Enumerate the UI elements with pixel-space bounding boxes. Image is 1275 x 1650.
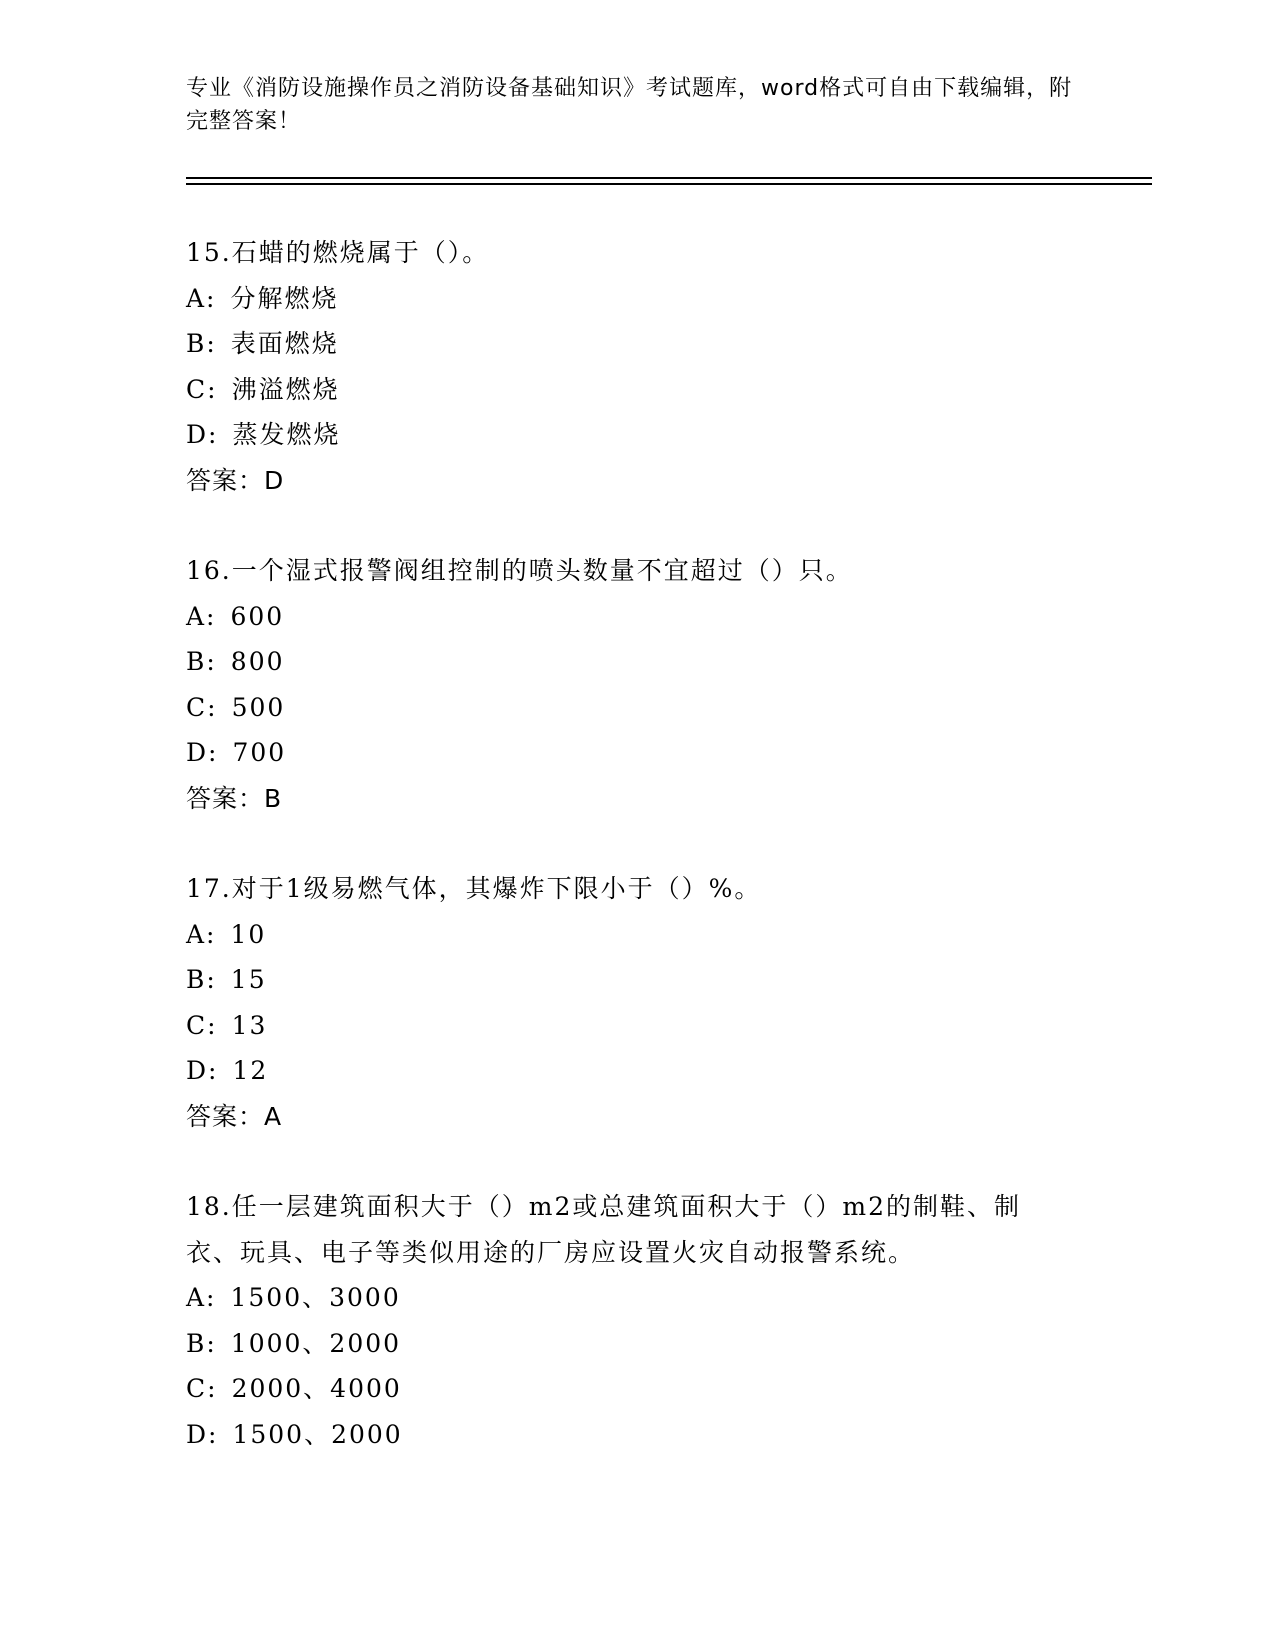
option-letter: C: — [186, 1374, 218, 1403]
option-letter: D: — [186, 738, 219, 767]
option-a — [186, 276, 1086, 322]
option-text: 沸溢燃烧 — [231, 374, 340, 404]
option-text: 分解燃烧 — [230, 283, 339, 313]
option-text: 15 — [230, 965, 267, 994]
document-header: 专业《消防设施操作员之消防设备基础知识》考试题库，word格式可自由下载编辑，附完整答案！ — [186, 76, 1073, 134]
question-16 — [186, 548, 1086, 821]
option-letter: A: — [186, 919, 217, 949]
option-text: 蒸发燃烧 — [232, 420, 341, 449]
option-letter: A: — [186, 283, 217, 313]
option-letter: B: — [186, 329, 217, 358]
option-letter: D: — [186, 420, 219, 449]
option-text: 500 — [231, 692, 286, 722]
option-text: 2000、4000 — [231, 1374, 402, 1403]
option-text: 1500、2000 — [232, 1419, 403, 1449]
option-letter: A: — [186, 1283, 217, 1312]
option-letter: C: — [186, 1010, 218, 1040]
option-c — [186, 367, 1086, 413]
question-17 — [186, 866, 1086, 1139]
question-stem: 17.对于1级易燃气体，其爆炸下限小于（）%。 — [186, 874, 762, 903]
option-text: 800 — [230, 647, 285, 676]
header-divider-top — [186, 177, 1152, 179]
answer-line: 答案：B — [186, 783, 283, 813]
option-text: 600 — [230, 601, 285, 631]
option-text: 13 — [231, 1010, 268, 1040]
option-a — [186, 1275, 1086, 1321]
option-b — [186, 957, 1086, 1003]
option-text: 12 — [232, 1056, 269, 1085]
option-d — [186, 1412, 1086, 1458]
header-divider-bottom — [186, 183, 1152, 185]
question-stem: 15.石蜡的燃烧属于（）。 — [186, 238, 490, 267]
option-a — [186, 912, 1086, 958]
option-text: 10 — [230, 919, 267, 949]
option-d — [186, 1048, 1086, 1094]
option-letter: B: — [186, 965, 217, 994]
option-c — [186, 685, 1086, 731]
option-letter: A: — [186, 601, 217, 631]
option-letter: B: — [186, 647, 217, 676]
option-text: 1500、3000 — [230, 1283, 401, 1312]
question-stem: 18.任一层建筑面积大于（）m2或总建筑面积大于（）m2的制鞋、制衣、玩具、电子等类似用途的厂房应设置火灾自动报警系统。 — [186, 1192, 1021, 1267]
option-c — [186, 1366, 1086, 1412]
answer-line: 答案：D — [186, 465, 285, 495]
option-text: 表面燃烧 — [230, 329, 339, 358]
option-letter: C: — [186, 692, 218, 722]
option-c — [186, 1003, 1086, 1049]
option-b — [186, 639, 1086, 685]
question-15 — [186, 230, 1086, 503]
option-d — [186, 412, 1086, 458]
answer-line: 答案：A — [186, 1101, 283, 1131]
option-text: 700 — [232, 738, 287, 767]
question-18 — [186, 1184, 1086, 1457]
question-stem: 16.一个湿式报警阀组控制的喷头数量不宜超过（）只。 — [186, 556, 853, 585]
option-letter: D: — [186, 1419, 219, 1449]
option-letter: D: — [186, 1056, 219, 1085]
option-letter: C: — [186, 374, 218, 404]
option-text: 1000、2000 — [230, 1328, 402, 1358]
option-a — [186, 594, 1086, 640]
option-d — [186, 730, 1086, 776]
option-letter: B: — [186, 1328, 217, 1358]
option-b — [186, 1321, 1086, 1367]
option-b — [186, 321, 1086, 367]
